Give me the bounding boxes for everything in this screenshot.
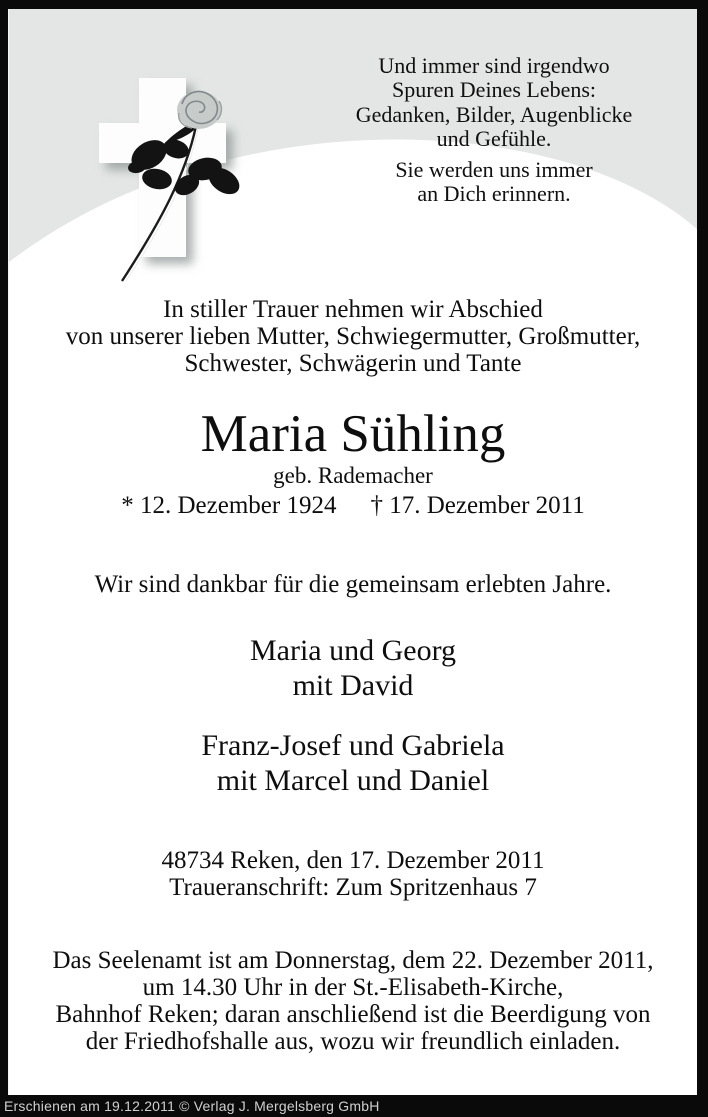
intro-line: Schwester, Schwägerin und Tante (184, 350, 522, 377)
service-line: Bahnhof Reken; daran anschließend ist die Beerdigung von (55, 1001, 651, 1028)
address-line: Traueranschrift: Zum Spritzenhaus 7 (169, 874, 537, 901)
mourner-line: mit David (292, 669, 414, 702)
poem-stanza-1 (309, 54, 679, 151)
address-block (9, 847, 697, 901)
intro-line: von unserer lieben Mutter, Schwiegermutter, Großmutter, (65, 323, 641, 350)
mourners-group-1 (9, 633, 697, 703)
obituary-card (8, 9, 697, 1095)
poem-line: an Dich erinnern. (417, 181, 571, 207)
birth-date: * 12. Dezember 1924 (121, 492, 337, 519)
poem-line: Und immer sind irgendwo (378, 53, 610, 78)
poem-line: und Gefühle. (436, 125, 552, 151)
intro-line: In stiller Trauer nehmen wir Abschied (163, 296, 543, 323)
mourners-group-2 (9, 728, 697, 798)
service-line: der Friedhofshalle aus, wozu wir freundlich einladen. (85, 1028, 621, 1055)
address-line: 48734 Reken, den 17. Dezember 2011 (161, 847, 545, 874)
poem-stanza-2 (309, 158, 679, 207)
deceased-name: Maria Sühling (200, 405, 506, 463)
death-date: † 17. Dezember 2011 (370, 492, 585, 519)
intro-paragraph (9, 296, 697, 377)
thanks-line: Wir sind dankbar für die gemeinsam erlebten Jahre. (94, 571, 612, 598)
publisher-imprint: Erschienen am 19.12.2011 © Verlag J. Mergelsberg GmbH (4, 1098, 380, 1114)
mourner-line: mit Marcel und Daniel (216, 764, 490, 797)
service-line: Das Seelenamt ist am Donnerstag, dem 22. Dezember 2011, (52, 947, 654, 974)
service-line: um 14.30 Uhr in der St.-Elisabeth-Kirche, (142, 974, 564, 1001)
poem-line: Spuren Deines Lebens: (391, 77, 597, 103)
maiden-name: geb. Rademacher (273, 463, 433, 488)
mourner-line: Maria und Georg (249, 634, 457, 667)
poem-line: Sie werden uns immer (395, 157, 593, 183)
poem-line: Gedanken, Bilder, Augenblicke (355, 101, 633, 127)
service-paragraph (9, 947, 697, 1055)
mourner-line: Franz-Josef und Gabriela (201, 729, 505, 762)
memorial-poem (309, 54, 679, 207)
life-dates (9, 492, 697, 520)
